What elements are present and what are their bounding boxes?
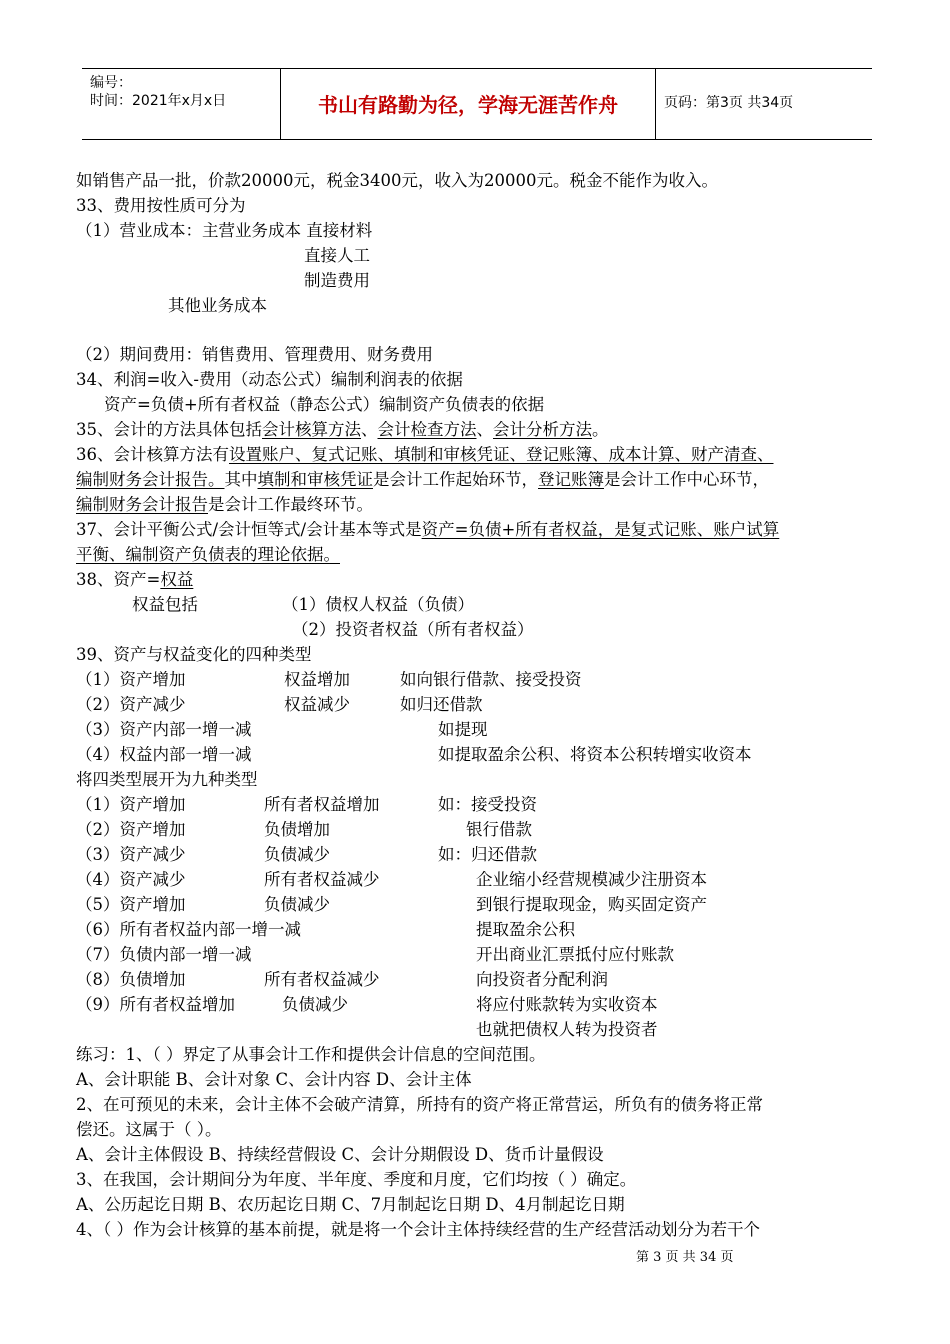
text-line: （3）资产内部一增一减 [76, 720, 252, 739]
text-line: 34、利润=收入-费用（动态公式）编制利润表的依据 [76, 370, 463, 389]
text-line: 如归还借款 [400, 695, 483, 714]
text-line: 2、在可预见的未来，会计主体不会破产清算，所持有的资产将正常营运，所负有的债务将正常 [76, 1095, 763, 1114]
text-line: （1）营业成本：主营业务成本 直接材料 [76, 221, 373, 240]
text-line: 其他业务成本 [168, 296, 267, 315]
text-line: A、会计主体假设 B、持续经营假设 C、会计分期假设 D、货币计量假设 [76, 1145, 604, 1164]
document-number-label: 编号： [90, 75, 132, 91]
text-line: （6）所有者权益内部一增一减 [76, 920, 301, 939]
text-line: 直接人工 [304, 246, 370, 265]
underlined-term: 登记账簿 [538, 470, 604, 489]
page-footer: 第 3 页 共 34 页 [636, 1250, 734, 1265]
text-line: 银行借款 [466, 820, 532, 839]
underlined-term: 资产=负债+所有者权益，是复式记账、账户试算 [421, 520, 780, 539]
text-line: A、会计职能 B、会计对象 C、会计内容 D、会计主体 [76, 1070, 472, 1089]
text-line [76, 419, 609, 441]
text-line: 39、资产与权益变化的四种类型 [76, 645, 312, 664]
text-segment: 36、会计核算方法有 [76, 445, 229, 464]
header-motto: 书山有路勤为径，学海无涯苦作舟 [318, 93, 618, 117]
header-page-number: 页码：第3页 共34页 [664, 95, 794, 111]
text-segment: 35、会计的方法具体包括 [76, 420, 262, 439]
text-segment: 是会计工作中心环节， [604, 470, 769, 489]
text-line: （3）资产减少 [76, 845, 186, 864]
text-line: 权益增加 [284, 670, 350, 689]
text-line: 制造费用 [304, 271, 370, 290]
text-line: 权益包括 [132, 595, 198, 614]
text-line: 负债减少 [264, 895, 330, 914]
text-segment: 37、会计平衡公式/会计恒等式/会计基本等式是 [76, 520, 422, 539]
underlined-term: 会计核算方法 [262, 420, 361, 439]
text-line: 如销售产品一批，价款20000元，税金3400元，收入为20000元。税金不能作为收入。 [76, 171, 718, 190]
text-line: （9）所有者权益增加 [76, 995, 235, 1014]
text-line: 到银行提取现金，购买固定资产 [476, 895, 707, 914]
text-line [76, 494, 373, 516]
text-segment: 、 [476, 420, 493, 439]
underlined-term: 编制财务会计报告。 [76, 470, 225, 489]
text-line [76, 444, 774, 466]
text-line: （1）资产增加 [76, 795, 186, 814]
text-line: （2）资产减少 [76, 695, 186, 714]
text-segment: 其中 [224, 470, 258, 489]
text-segment: 。 [592, 420, 609, 439]
text-line: （2）资产增加 [76, 820, 186, 839]
text-line: 提取盈余公积 [476, 920, 575, 939]
text-segment: 、 [361, 420, 378, 439]
text-line: 如：归还借款 [438, 845, 537, 864]
page-header [82, 68, 872, 140]
underlined-term: 权益 [160, 570, 194, 589]
text-line: 练习：1、（ ）界定了从事会计工作和提供会计信息的空间范围。 [76, 1045, 546, 1064]
header-page-cell [656, 69, 872, 139]
text-segment: 是会计工作起始环节， [373, 470, 538, 489]
text-line [76, 519, 779, 541]
underlined-term: 填制和审核凭证 [257, 470, 373, 489]
text-line: 偿还。这属于（ ）。 [76, 1120, 222, 1139]
text-line: 如：接受投资 [438, 795, 537, 814]
document-date-label: 时间：2021年x月x日 [90, 93, 227, 109]
text-line [76, 469, 769, 491]
text-line: 权益减少 [284, 695, 350, 714]
text-line: 资产=负债+所有者权益（静态公式）编制资产负债表的依据 [104, 395, 545, 414]
text-line: 企业缩小经营规模减少注册资本 [476, 870, 707, 889]
text-line: 将四类型展开为九种类型 [76, 770, 258, 789]
text-line: （1）债权人权益（负债） [282, 595, 474, 614]
text-line: （4）资产减少 [76, 870, 186, 889]
text-line: 将应付账款转为实收资本 [476, 995, 658, 1014]
text-line: （7）负债内部一增一减 [76, 945, 252, 964]
header-info-cell [82, 69, 281, 139]
underlined-term: 会计检查方法 [377, 420, 477, 439]
text-line: 所有者权益减少 [264, 870, 380, 889]
underlined-term: 设置账户、复式记账、填制和审核凭证、登记账簿、成本计算、财产清查、 [229, 445, 774, 464]
text-line: （5）资产增加 [76, 895, 186, 914]
text-line: （8）负债增加 [76, 970, 186, 989]
text-line [76, 569, 193, 591]
text-line: 负债减少 [264, 845, 330, 864]
text-line: 向投资者分配利润 [476, 970, 608, 989]
text-line: 负债减少 [282, 995, 348, 1014]
text-line: （2）投资者权益（所有者权益） [292, 620, 534, 639]
text-line: 3、在我国，会计期间分为年度、半年度、季度和月度，它们均按（ ）确定。 [76, 1170, 637, 1189]
text-line: 负债增加 [264, 820, 330, 839]
text-line: （1）资产增加 [76, 670, 186, 689]
text-segment: 是会计工作最终环节。 [208, 495, 373, 514]
underlined-term: 会计分析方法 [493, 420, 592, 439]
text-line: 也就把债权人转为投资者 [476, 1020, 658, 1039]
text-line: 平衡、编制资产负债表的理论依据。 [76, 545, 340, 564]
text-segment: 38、资产= [76, 570, 161, 589]
text-line: （4）权益内部一增一减 [76, 745, 252, 764]
header-motto-cell [281, 69, 656, 139]
text-line: 所有者权益减少 [264, 970, 380, 989]
text-line: 如提取盈余公积、将资本公积转增实收资本 [438, 745, 752, 764]
text-line: 如向银行借款、接受投资 [400, 670, 582, 689]
text-line: 如提现 [438, 720, 488, 739]
text-line: （2）期间费用：销售费用、管理费用、财务费用 [76, 345, 433, 364]
text-line: 4、（ ）作为会计核算的基本前提，就是将一个会计主体持续经营的生产经营活动划分为若干个 [76, 1220, 760, 1239]
underlined-term: 编制财务会计报告 [76, 495, 208, 514]
text-line: 开出商业汇票抵付应付账款 [476, 945, 674, 964]
text-line: 所有者权益增加 [264, 795, 380, 814]
text-line: A、公历起讫日期 B、农历起讫日期 C、7月制起讫日期 D、4月制起讫日期 [76, 1195, 625, 1214]
text-line: 33、费用按性质可分为 [76, 196, 246, 215]
